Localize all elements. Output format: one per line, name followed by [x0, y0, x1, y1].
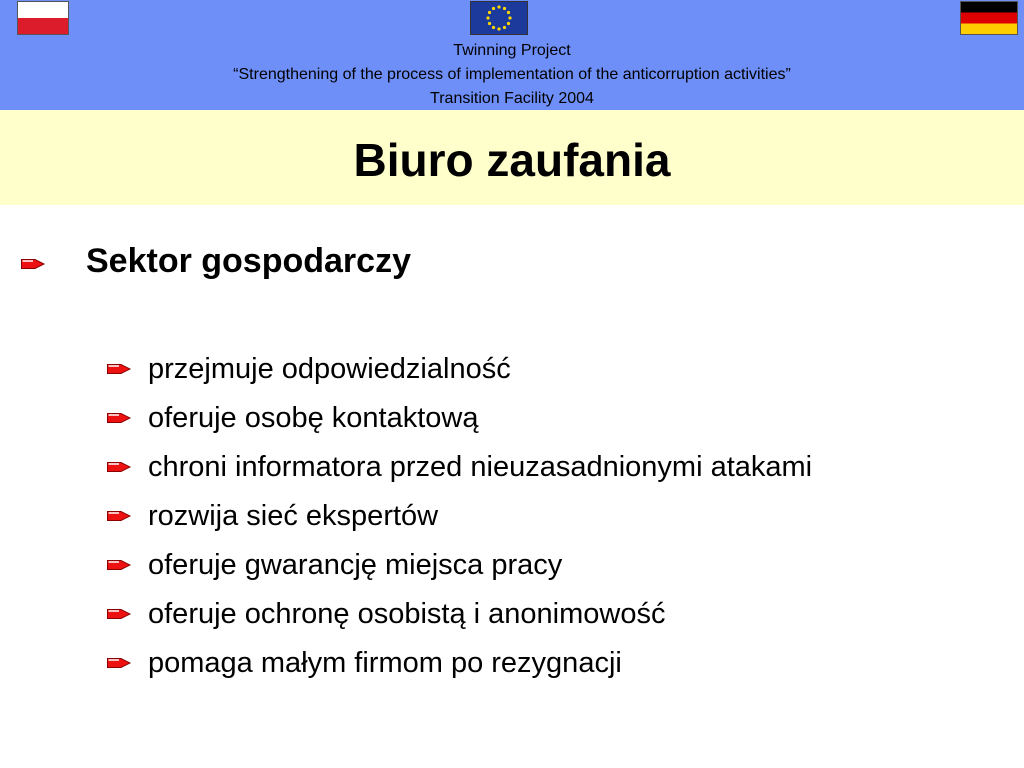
list-item-text: oferuje osobę kontaktową	[148, 402, 479, 434]
list-item	[0, 346, 1024, 395]
header-line-subtitle: “Strengthening of the process of implementation of the anticorruption activities”	[233, 66, 791, 83]
list-item-text: rozwija sieć ekspertów	[148, 500, 439, 532]
list-item	[0, 395, 1024, 444]
eu-stars	[471, 2, 527, 34]
list-item	[0, 493, 1024, 542]
list-item-text: pomaga małym firmom po rezygnacji	[148, 647, 622, 679]
list-item	[0, 591, 1024, 640]
list-item-text: przejmuje odpowiedzialność	[148, 353, 511, 385]
red-arrow-bullet-icon	[106, 459, 132, 475]
eu-flag-icon	[470, 1, 528, 35]
slide-title: Biuro zaufania	[353, 134, 671, 186]
list-item	[0, 444, 1024, 493]
red-arrow-bullet-icon	[20, 256, 46, 272]
germany-flag-icon	[960, 1, 1018, 35]
main-bullet-item: Sektor gospodarczy	[86, 242, 411, 280]
list-item-text: chroni informatora przed nieuzasadnionymi atakami	[148, 451, 813, 483]
list-item-text: oferuje gwarancję miejsca pracy	[148, 549, 563, 581]
header-line-project: Twinning Project	[453, 42, 571, 59]
red-arrow-bullet-icon	[106, 606, 132, 622]
list-item	[0, 542, 1024, 591]
red-arrow-bullet-icon	[106, 655, 132, 671]
red-arrow-bullet-icon	[106, 361, 132, 377]
red-arrow-bullet-icon	[106, 508, 132, 524]
header-line-facility: Transition Facility 2004	[430, 90, 594, 107]
red-arrow-bullet-icon	[106, 410, 132, 426]
project-header	[0, 39, 1024, 111]
red-arrow-bullet-icon	[106, 557, 132, 573]
poland-flag-icon	[17, 1, 69, 35]
list-item-text: oferuje ochronę osobistą i anonimowość	[148, 598, 666, 630]
list-item	[0, 640, 1024, 689]
sub-bullet-list	[0, 346, 1024, 689]
